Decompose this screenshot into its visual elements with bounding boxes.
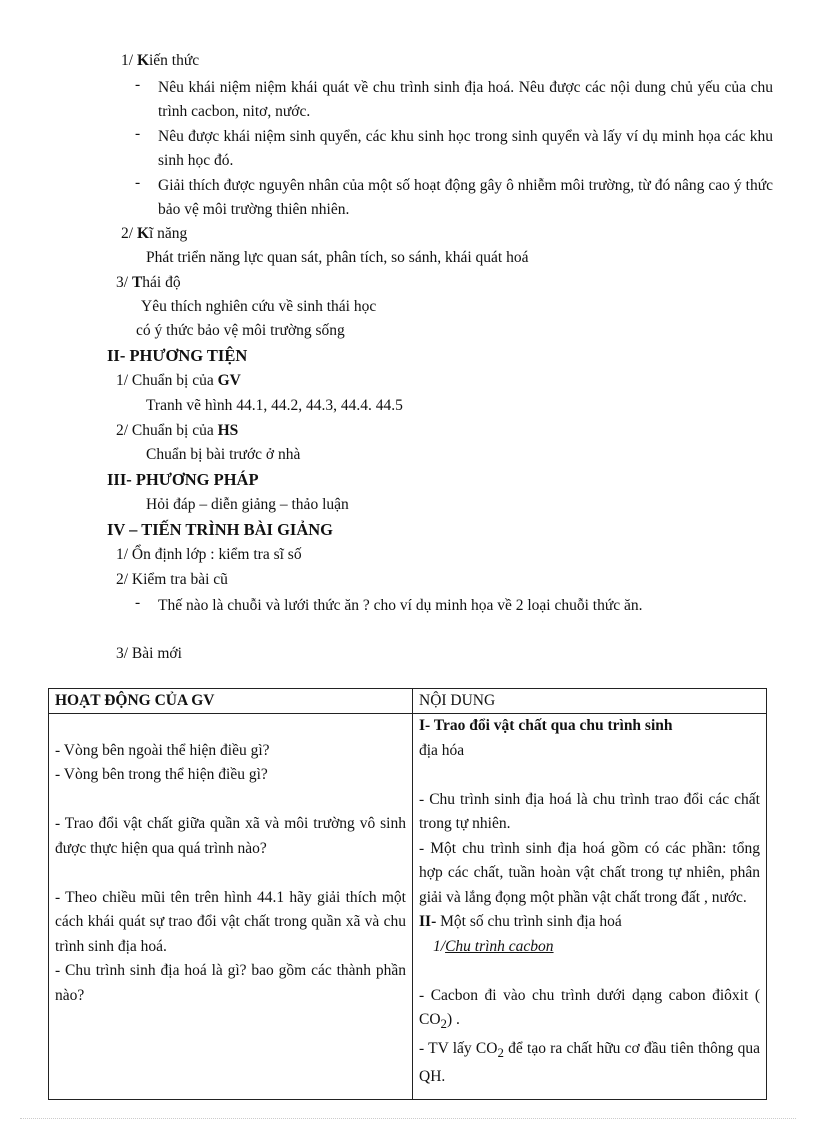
lesson-table bbox=[48, 688, 767, 1100]
part3-text: Hỏi đáp – diễn giảng – thảo luận bbox=[146, 496, 349, 513]
part2-gv-heading bbox=[116, 370, 241, 392]
table-header-row bbox=[49, 689, 767, 714]
content-heading-2-bold: II- bbox=[419, 913, 437, 930]
content-heading-1 bbox=[419, 714, 760, 763]
section3-line1: Yêu thích nghiên cứu về sinh thái học bbox=[141, 298, 377, 315]
content-heading-2 bbox=[419, 910, 760, 935]
p3-end: ) . bbox=[447, 1011, 460, 1028]
section3-heading-rest: hái độ bbox=[142, 274, 181, 291]
content-paragraph bbox=[419, 984, 760, 1037]
subheading-title: Chu trình cacbon bbox=[445, 937, 554, 955]
content-subheading bbox=[419, 935, 760, 960]
content-cell bbox=[413, 714, 767, 1100]
content-heading-2-rest: Một số chu trình sinh địa hoá bbox=[436, 913, 622, 930]
content-heading-1-rest: địa hóa bbox=[419, 741, 465, 759]
section1-heading-rest: iến thức bbox=[149, 52, 200, 69]
table-row bbox=[49, 714, 767, 1100]
gv-question: - Vòng bên trong thể hiện điều gì? bbox=[55, 766, 268, 783]
part2-hs-text: Chuẩn bị bài trước ở nhà bbox=[146, 446, 301, 463]
section1-heading bbox=[121, 50, 199, 72]
p4-subscript: 2 bbox=[497, 1044, 504, 1060]
subheading-num: 1/ bbox=[433, 937, 446, 955]
p4-text: - TV lấy CO bbox=[419, 1039, 498, 1057]
part4-step2-item: Thế nào là chuỗi và lưới thức ăn ? cho ví dụ minh họa về 2 loại chuỗi thức ăn. bbox=[158, 597, 643, 614]
gv-activity-cell bbox=[49, 714, 413, 1100]
section2-heading-num: 2/ bbox=[121, 225, 134, 242]
part4-step2: 2/ Kiểm tra bài cũ bbox=[116, 571, 228, 588]
content-paragraph bbox=[419, 1037, 760, 1090]
part2-gv-text: Tranh vẽ hình 44.1, 44.2, 44.3, 44.4. 44.5 bbox=[146, 397, 403, 414]
gv-question: - Vòng bên ngoài thể hiện điều gì? bbox=[55, 741, 270, 759]
section1-heading-num: 1/ bbox=[121, 52, 134, 69]
part4-step1: 1/ Ổn định lớp : kiểm tra sĩ số bbox=[116, 546, 302, 563]
p4-end: để tạo ra chất hữu cơ đầu tiên thông qua QH. bbox=[419, 1039, 760, 1086]
hs-prefix: 2/ Chuẩn bị của bbox=[116, 422, 218, 439]
content-paragraph: - Chu trình sinh địa hoá là chu trình trao đổi các chất trong tự nhiên. bbox=[419, 790, 760, 832]
page-bottom-divider bbox=[20, 1118, 796, 1119]
section3-heading bbox=[116, 272, 181, 294]
bullet-dash: - bbox=[135, 76, 141, 93]
gv-question: - Chu trình sinh địa hoá là gì? bao gồm các thành phần nào? bbox=[55, 962, 406, 1004]
section3-line2: có ý thức bảo vệ môi trường sống bbox=[136, 322, 345, 339]
part3-heading: III- PHƯƠNG PHÁP bbox=[107, 470, 259, 489]
section2-heading-rest: ĩ năng bbox=[149, 225, 188, 242]
gv-prefix: 1/ Chuẩn bị của bbox=[116, 372, 218, 389]
gv-question: - Trao đổi vật chất giữa quần xã và môi trường vô sinh được thực hiện qua quá trình nào? bbox=[55, 815, 406, 857]
gv-bold: GV bbox=[217, 372, 241, 389]
bullet-dash: - bbox=[135, 125, 141, 142]
p3-subscript: 2 bbox=[440, 1016, 447, 1032]
content-paragraph: - Một chu trình sinh địa hoá gồm có các phần: tổng hợp các chất, tuần hoàn vật chất trong tự nhiên, phân giải và lắng đọng một phần vật chất trong đất , nước. bbox=[419, 839, 760, 906]
part4-heading: IV – TIẾN TRÌNH BÀI GIẢNG bbox=[107, 520, 334, 539]
part4-step3: 3/ Bài mới bbox=[116, 645, 182, 662]
section1-item: Giải thích được nguyên nhân của một số hoạt động gây ô nhiễm môi trường, từ đó nâng cao ý thức bảo vệ môi trường thiên nhiên. bbox=[158, 177, 773, 218]
section3-heading-bold: T bbox=[131, 274, 143, 291]
col2-header: NỘI DUNG bbox=[413, 689, 767, 714]
section1-item: Nêu khái niệm niệm khái quát về chu trình sinh địa hoá. Nêu được các nội dung chủ yếu của chu trình cacbon, nitơ, nước. bbox=[158, 79, 773, 120]
gv-question: - Theo chiều mũi tên trên hình 44.1 hãy giải thích một cách khái quát sự trao đổi vật chất trong quần xã và chu trình sinh địa hoá. bbox=[55, 888, 406, 955]
section2-text: Phát triển năng lực quan sát, phân tích, so sánh, khái quát hoá bbox=[146, 249, 529, 266]
content-heading-1-bold: I- Trao đổi vật chất qua chu trình sinh bbox=[419, 717, 673, 734]
bullet-dash: - bbox=[135, 594, 141, 611]
part2-heading: II- PHƯƠNG TIỆN bbox=[107, 346, 248, 365]
part2-hs-heading bbox=[116, 420, 238, 442]
p3-text: - Cacbon đi vào chu trình dưới dạng cabon điôxit ( CO bbox=[419, 986, 760, 1028]
hs-bold: HS bbox=[217, 422, 239, 439]
section1-heading-bold: K bbox=[136, 52, 149, 69]
section1-item: Nêu được khái niệm sinh quyển, các khu sinh học trong sinh quyển và lấy ví dụ minh họa các khu sinh học đó. bbox=[158, 128, 773, 169]
section3-heading-num: 3/ bbox=[116, 274, 129, 291]
section2-heading-bold: K bbox=[136, 225, 149, 242]
bullet-dash: - bbox=[135, 174, 141, 191]
section2-heading bbox=[121, 223, 187, 245]
col1-header: HOẠT ĐỘNG CỦA GV bbox=[49, 689, 413, 714]
